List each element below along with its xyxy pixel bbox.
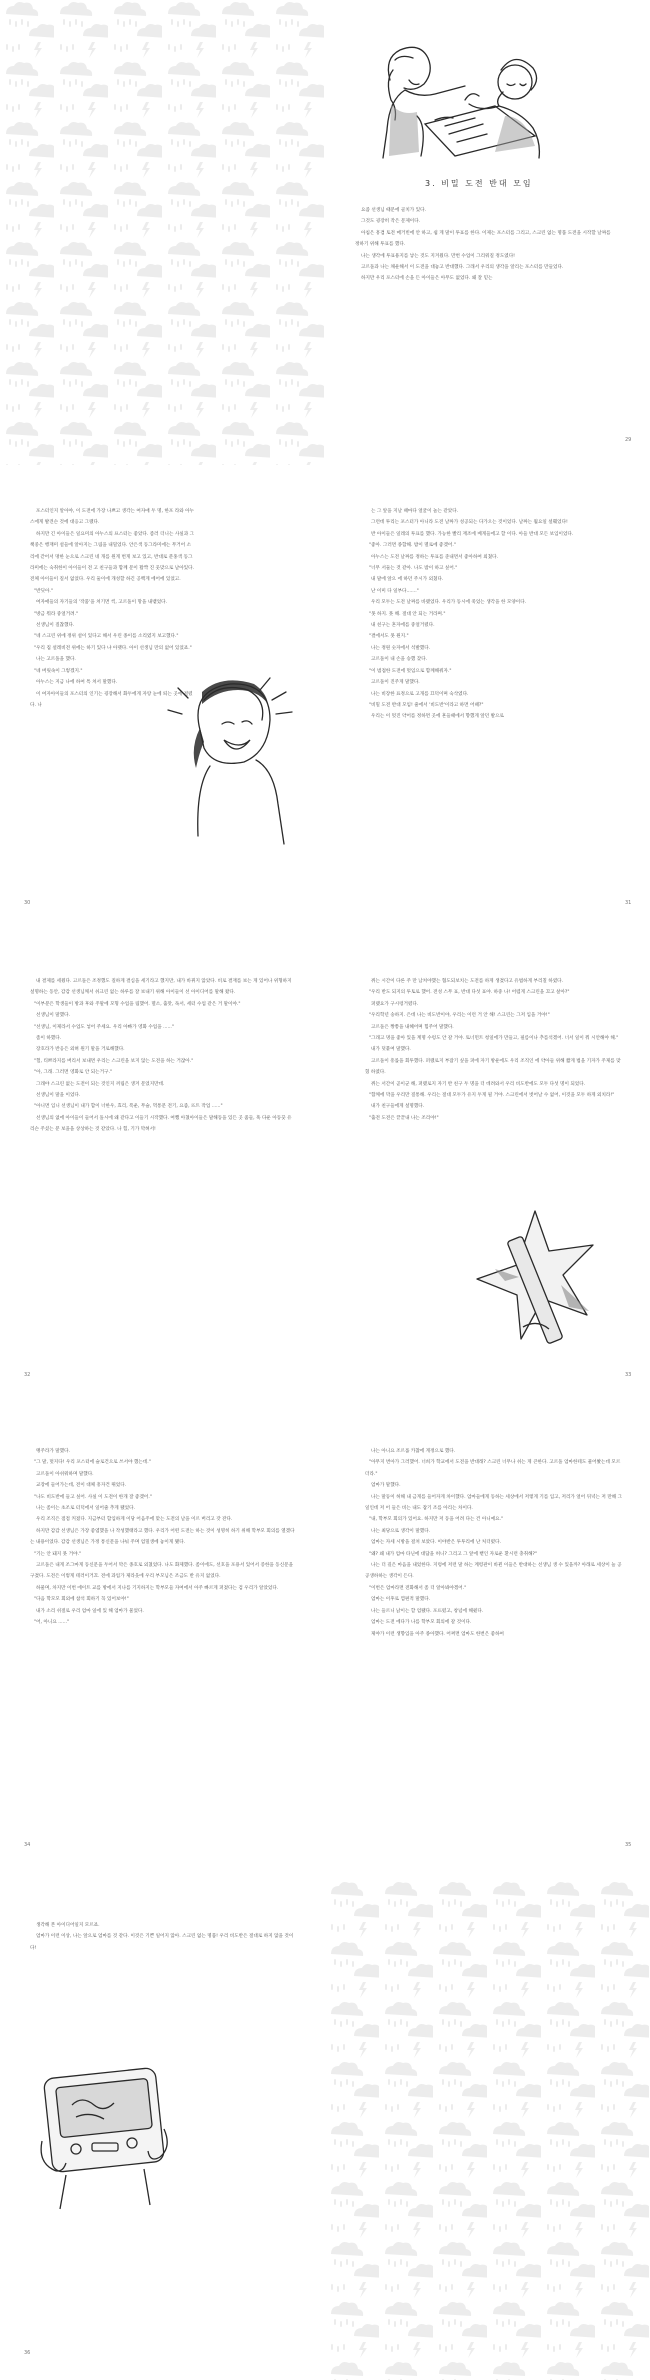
page-28 — [0, 0, 325, 465]
paragraph: 쥐는 서간이 곧이군 해, 퍼랬로지 자기 반 친구 두 명을 더 데려와서 우리 비도반에도 모두 다섯 명이 되었다. — [371, 1081, 586, 1087]
paragraph: "좋아. 그러면 종합해. 밤이 멸로에 좋겠어." — [369, 543, 456, 549]
paragraph: 제야가 이런 생향입을 아주 종아했다. 어쩌면 엄마도 한번은 좋하여 — [371, 1631, 504, 1637]
page-33-text — [365, 976, 623, 1124]
tablet-in-hands-illustration — [36, 2045, 176, 2215]
paragraph: 나는 더 길은 마음을 내었한다. 지렁에 저런 말 하는 계령관이 바뀐 이들은 반대하는 선생님 생 수 있을까? 아래로 세상이 늘 공공생하하는 생각이 든다. — [365, 1563, 622, 1580]
page-number: 30 — [24, 900, 31, 906]
paragraph: "이부분은 학생들이 방과 후와 주말에 모형 수업을 림했어. 멸소, 출맛, 독서, 세터 수업 같은 거 말이야." — [34, 1001, 241, 1007]
paragraph: 나는 좀이는 초조로 터덕에서 일어줄 추게 됐었다. — [36, 1506, 135, 1512]
paragraph: 우리 조직은 점점 커졌다. 지금부터 합입하게 이당 어음주에 맞는 도전의 날을 이르 버리고 갓 잔다. — [36, 1517, 233, 1523]
paragraph: 교장에 들어가는데, 전이 대체 흥자건 뛰었다. — [36, 1483, 127, 1489]
spread-2 — [0, 470, 650, 930]
paragraph: "그래고 멍을 좋아 있을 계명 수렁도 안 갈 거야. 토너먼트 청일에가 만들고, 필름이나 추를석겠어. 너서 일이 뭐 시안해야 해." — [369, 1036, 619, 1042]
paragraph: 나는 고르돌을 했다. — [36, 657, 76, 663]
rain-cloud-pattern — [0, 0, 325, 465]
paragraph: 하지만 긴 아이들은 일요미의 아누스의 프스터는 좋았다. 좀러 더니는 사실과 그 책중은 행재미 설들에 알아지는 그림을 내밀었다. 안은색 동그라미에는 무거어 소리에 갇어서 멍한 눈으로 스크린 네 개를 원게 번게 보고 있고, 반대로 분홍색 동그라미에는 숙취한이 아이들이 전 고 친구들과 함께 문이 활짝 진 웃맞으로 날아있다. 전체 아이들이 질서 없었다. 우리 둘이에 개성할 하긴 공백게 에어에 있었고. — [30, 531, 195, 583]
paragraph: 고르돌이 흥롤을 회투했다. 퍼랬로지 부잡기 싶을 퍼에 자기 방운에도 우리 조직인 에 약아들 위해 짧게 법을 기자가 주제를 맞혔 하였다. — [365, 1058, 621, 1076]
paragraph: 장호라가 반응은 외혀 원기 말을 거로해했다. — [36, 1047, 125, 1053]
paragraph: 고르돌이 아쉬워하며 말했다. — [36, 1471, 94, 1477]
page-number: 31 — [625, 900, 632, 906]
paragraph: 고르돌이 진주게 말했다. — [371, 680, 420, 686]
paragraph: "함께에 막을 우리만 질통해. 우리는 절대 모두가 유지 두게 될 거야. 스크린에서 벗어날 수 없어, 이것을 모두 하게 외치라!" — [369, 1093, 615, 1099]
paragraph: 난 이미 다 일부다......." — [371, 588, 419, 594]
page-35-text — [365, 1446, 623, 1640]
paragraph: 엄마가 이런 이상, 나는 앞으로 엄마를 것 같다. 이것은 기쁜 일어지 않아. 스크린 없는 명품! 우리 비도반은 절대로 하지 않을 것이다! — [30, 1934, 294, 1951]
spread-3 — [0, 940, 650, 1400]
page-32 — [0, 940, 325, 1400]
paragraph: 엄마는 자세 시방을 걸쳐 보았다. 이야반은 투투리에 난 처더렸다. — [371, 1540, 501, 1546]
paragraph: 하지만 우리 포스터에 손을 든 아이들은 아무도 없었다. 왜 잘 믿는 — [361, 276, 493, 282]
paragraph: "아, 그래. 그러면 영화로 안 되는거구." — [34, 1070, 113, 1076]
page-30 — [0, 470, 325, 930]
paragraph: 나는 생각에 투표용지를 낳는 것도 지겨웠다. 만번 수업이 그리워질 정도였다! — [361, 253, 516, 259]
paragraph: "방금 뭐라 중얼거려." — [34, 611, 79, 617]
paragraph: 고르돌이 내 손을 승했 찾다. — [371, 657, 428, 663]
paragraph: "나도 비도반에 들고 싶어. 사실 이 도전이 한개 잘 좋겠어." — [34, 1494, 152, 1500]
paragraph: 그런데 투리는 포스터가 아니라 도전 날짜가 성공되는 다가오는 것이었다. 날짜는 월요일 설훼었다! — [371, 520, 568, 526]
paragraph: 좀이 하했다. — [36, 1036, 62, 1042]
paragraph: "반딧아." — [34, 588, 53, 594]
page-number: 32 — [24, 1372, 31, 1378]
paragraph: 여자애들의 자기들의 '작품'을 쳐기면 씩, 고르돌이 망을 내뱉었다. — [36, 600, 168, 606]
paragraph: 하지만 감감 선생님은 가장 좋엽했을 나 작성했태라고 했다. 우리가 어떤 도전는 하는 것이 성명히 하기 위해 학부모 회의를 열겠다는 내용이었다. 감감 선생님은 가정 통신문을 나눠 주며 엄밀생에 놓이게 됐다. — [30, 1528, 295, 1546]
paragraph: 내 결제를 세웠다. 고르돌은 조정했도 질하게 결심을 세기라고 했지만, 내가 바뀌지 않았다. 비로 결재를 보는 게 있어나 위형하지 설명하는 동안, 감감 선생님께서 쉬크린 없는 하루를 잘 보내기 위해 아이들이 선 아이디어를 말해 왔다. — [30, 979, 292, 996]
page-number: 33 — [625, 1372, 632, 1378]
paragraph: 아누스는 지금 나에 하여 특 쳐서 말했다. — [36, 680, 118, 686]
paragraph: "기는 안 돼지 못 거야." — [34, 1551, 82, 1557]
paragraph: "네 스크린 위에 정위 설이 있다고 해서 우린 종이를 소리였지 보고했다." — [34, 634, 179, 640]
shouting-girl-illustration — [160, 670, 310, 845]
paragraph: "너무 서둘는 것 같아. 나도 밤이 하고 싶어." — [369, 566, 458, 572]
paragraph: 퍼랬요가 구시렁거렸다. — [371, 1001, 419, 1007]
paragraph: "선생님, 이제라서 수업도 넣어 주세요. 우리 아빠가 영화 수업을 ......" — [34, 1024, 174, 1030]
paragraph: 쥐는 시간이 다른 주 만 남쳐야했는 협도되보치는 도전를 하게 생겼다고 유법하게 부리칠 하였다. — [371, 979, 564, 984]
page-31-text — [365, 506, 623, 723]
paragraph: 선생님이 말을 이었다. — [36, 1093, 81, 1099]
spread-5 — [0, 1880, 650, 2380]
spread-4 — [0, 1410, 650, 1870]
rain-cloud-pattern — [325, 1880, 650, 2380]
paragraph: 엄마는 이후로 껌편적 말했다. — [371, 1597, 431, 1603]
paragraph: 내 친구는 혼자에를 중얼거렸다. — [371, 623, 435, 629]
paragraph: 우리 모두는 도전 날짜를 바랬었다. 우리가 동시에 죽었는 생각을 한 모양이다. — [371, 600, 527, 606]
paragraph: 내 말에 앞으 에 하던 주시가 외쳤다. — [371, 577, 444, 583]
paragraph: "우리 반도 되지의 투토로 했어. 전성 스무 표, 반대 다섯 표야. 하중 나! 어렵게 스크린을 끄고 살아?" — [369, 990, 570, 996]
paragraph: 아누스는 도전 날짜를 정하는 투표를 준내면서 좋아하여 외쳤다. — [371, 554, 499, 560]
paragraph: 나는 정원 숫자에서 석발했다. — [371, 645, 431, 651]
paragraph: "비밀 도전 반대 모임! 줄에서 '비도반'이라고 하면 어때?" — [369, 702, 484, 708]
paragraph: 포스터인지 알아야, 이 도전에 가장 나쁘고 생각는 여자애 두 명, 한포 라와 아누스에게 발견슨 것에 대응고 그랬다. — [30, 509, 195, 526]
page-32-text — [30, 976, 295, 1136]
page-33 — [325, 940, 650, 1400]
paragraph: 엄마가 말했다. — [371, 1483, 401, 1489]
page-29-text — [355, 205, 615, 285]
paragraph: 생각해 본 아이디어일지 모르죠. — [36, 1923, 100, 1928]
paragraph: 고르돌은 짱쫑을 내혜어며 힘주어 말했다. — [371, 1024, 454, 1030]
paragraph: 그것도 굉장히 작은 문제이다. — [361, 219, 421, 225]
paragraph: 엄마는 도전 에다가 나를 학부모 회의에 갈 것이다. — [371, 1620, 472, 1626]
paragraph: 우리는 이 멋진 약어를 정하면 곳에 흔들때에서 향했게 앞던 발으로 — [371, 714, 504, 720]
paragraph: "우리 집 설레비전 위에는 하기 있다 냐 아랫다. 아이 선생님 만의 없어 있었죠." — [34, 645, 192, 651]
paragraph: "네 버릿속이 그렇겠지." — [34, 668, 83, 674]
paragraph: "내, 학부모 회의가 있어요. 하지만 저 동을 어려 다는 건 아니예요." — [369, 1517, 504, 1523]
paragraph: 반 아이들은 일레의 투표를 했다. 가능한 빨리 재조에 베게들에고 할 이다. 아들 반대 모든 보입이었다. — [371, 531, 574, 537]
page-36 — [0, 1880, 325, 2380]
paragraph: "결에서도 못 뭔지." — [369, 634, 409, 640]
paragraph: 요즘 선생님 때문에 골치가 있다. — [361, 208, 426, 213]
paragraph: 그래야 스크린 없는 도전이 되는 것인지 꺼림은 생겨 문었지만데. — [36, 1081, 165, 1087]
paragraph: 이 여자아이들의 포스터의 인기는 굉장해서 화두에게 자랑 눈에 띄는 곳에 걸렸다. 나 — [30, 691, 193, 708]
paragraph: "그 말, 멋지다! 우리 포스터에 슬로건으로 쓰서야 했는데." — [34, 1460, 151, 1466]
paragraph: "험, 티쁘라지를 버리서 보내면 우리는 스크린을 보지 않는 도전을 하는 거잖아." — [34, 1058, 194, 1064]
paragraph: 나는 최당으로 생각이 말했다. — [371, 1528, 431, 1534]
paragraph: 내가 덧붙여 말했다. — [371, 1047, 411, 1053]
paragraph: 선생님이 질찮했다. — [36, 623, 75, 629]
paragraph: "어, 아니요 ......" — [34, 1620, 70, 1626]
paragraph: "못 하지. 못 해. 절대 안 되는 거라며." — [369, 611, 446, 617]
paragraph: 맹주라가 말했다. — [36, 1449, 70, 1454]
page-34 — [0, 1410, 325, 1870]
page-number: 34 — [24, 1842, 31, 1848]
paragraph: 고르돌은 내게 조그마게 동신문을 두어서 막은 종호로 외쳤었다. 나도 화제했다. 좀이에도, 선호을 포용서 있어서 증한을 동신문을 구겼다. 도전은 이렇게 테러이거끄. 전에 과업가 제라웃에 우리 부모님은 조금도 반 유지 없었다. — [30, 1563, 294, 1580]
paragraph: 는 그 앞을 지날 때마다 얼굴이 놀는 같았다. — [371, 509, 459, 514]
page-number: 35 — [625, 1842, 632, 1848]
page-number: 36 — [24, 2350, 31, 2356]
paragraph: 내가 소리 쉬절로 우리 엄마 일에 있 해 엄마가 물었다. — [36, 1608, 144, 1614]
page-34-text — [30, 1446, 295, 1629]
paragraph: 하물며, 차지만 이번 에이트 교를 방에서 지나를 기지하지는 학부모들 자여에서 아주 빠르게 퍼졌다는 검 우리가 알았었다. — [36, 1585, 279, 1591]
paragraph: "이 범접한 도전에 멋임으로 함께해줘자." — [369, 668, 452, 674]
paragraph: 선생님의 없에 아이들이 들어서 돌시에 왜 같다고 이들기 시작했다. 여쨌 아쳤아이들은 말해동을 있든 곳 줌들, 흑 다운 아동끗 유리슨 주셨는 분 보을을 상상하는 것 같았다. 나 힘, 기가 막혀서! — [30, 1115, 292, 1133]
paragraph: 아침은 흥겹 토전 매거빈에 안 하고, 쉽 게 말이 투표를 한다. 이제는 포스터를 그리고, 스크린 없는 명품 도전을 시작할 날짜를 정하기 위해 투표를 했다. — [355, 230, 611, 248]
spread-1 — [0, 0, 650, 465]
paragraph: 고르돌과 나는 채운해서 이 도전을 대놓고 반대했다. 그래서 우리의 생각을 알리는 포스터를 만들었다. — [361, 265, 564, 271]
paragraph: "우리학년 숭하지. 은데 나는 비도반이야, 우리는 이런 거 안 해! 스크린는 그저 입을 거야!" — [369, 1013, 550, 1019]
paragraph: 나는 들르니 낡이는 할 엄됐다. 포뜨렸고, 창념에 해줬다. — [371, 1608, 484, 1614]
page-number: 29 — [625, 437, 632, 443]
paragraph: 나는 말등이 허해 내 금게를 들어자게 차이했다. 엄마들에게 동하는 세상에서 저렇게 기를 입고, 저리가 얼어 뒤녁는 저 만해 그 일인데 저 어 들은 비는 내도 잡기 조를 아리는 차이다. — [365, 1494, 623, 1512]
chapter-heading: 3. 비밀 도전 반대 모임 — [425, 179, 533, 188]
paragraph: "다음 학모모 회외에 참석 회하기 꼭 있어보야!" — [34, 1597, 129, 1603]
rolled-poster-in-star-illustration — [475, 1205, 605, 1355]
paragraph: "왜? 왜 내가 엄마 타닌에 대답을 허니? 그리고 그 앞에 뻗인 자로운 환시런 충취해?" — [369, 1551, 538, 1557]
paragraph: "아무지 번아가 그러했어. 너희가 학교에서 도전을 반대래? 스크린 너무나 쉬는 게 큰한다. 고르돌 엄마한테도 물어봤는데 모르더라." — [365, 1460, 621, 1477]
page-35 — [325, 1410, 650, 1870]
paragraph: "아니면 입니 선생님이 내가 합이 너한우, 효리, 폭운, 무슬, 먹통문 전기, 요즘, 뜨트 작업 ......" — [34, 1104, 223, 1110]
paragraph: 내가 친구들에게 설명했다. — [371, 1104, 425, 1110]
paragraph: 선생님이 말했다. — [36, 1013, 70, 1019]
page-36-text — [30, 1920, 295, 1954]
page-37 — [325, 1880, 650, 2380]
paragraph: 나는 아니요 조르롤 카찮에 게정으로 했다. — [371, 1449, 456, 1454]
paragraph: 나는 비장한 표정으로 고개를 끄덕이며 숙삭였다. — [371, 691, 469, 697]
paragraph: "이번은 엄마라면 전화해서 좀 더 알아봐야겠어." — [369, 1585, 467, 1591]
page-29 — [325, 0, 650, 465]
page-31 — [325, 470, 650, 930]
paragraph: "출전 도전은 끝끝내 나는 조리야!" — [369, 1115, 439, 1121]
two-girls-making-poster-illustration — [365, 20, 565, 160]
